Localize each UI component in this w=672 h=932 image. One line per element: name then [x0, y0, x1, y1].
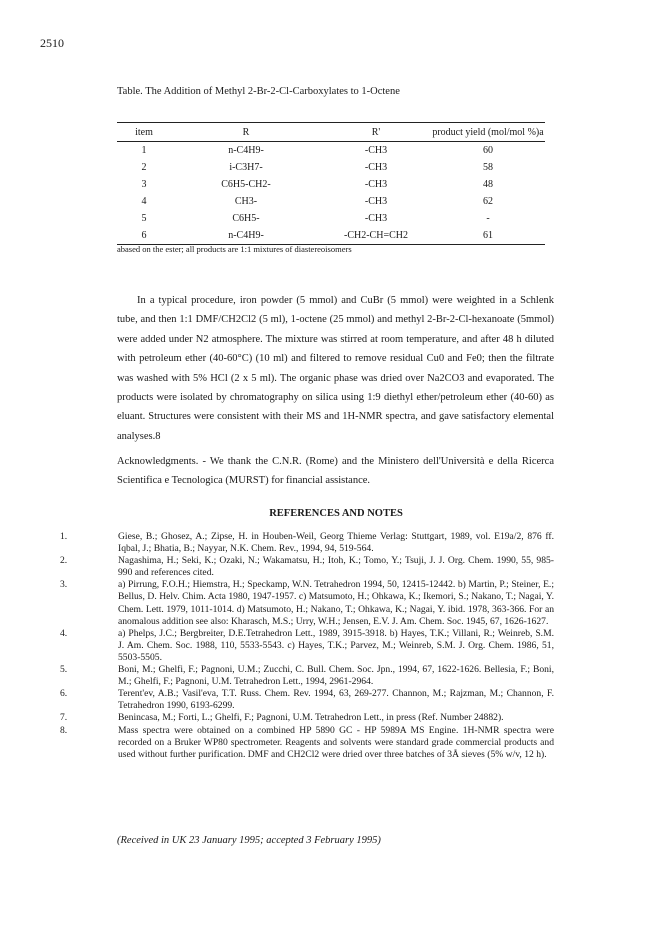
- experimental-paragraph: In a typical procedure, iron powder (5 mmol) and CuBr (5 mmol) were weighted in a Schlenk tube, and then 1:1 DMF/CH2Cl2 (5 ml), 1-octene (25 mmol) and methyl 2-Br-2-Cl-hexanoate (5mmol) were added under N2 atmosphere. The mixture was stirred at room temperature, and after 48 h diluted with petroleum ether (40-60°C) (10 ml) and filtered to remove residual Cu0 and Fe0; then the filtrate was washed with 5% HCl (2 x 5 ml). The organic phase was dried over Na2CO3 and evaporated. The products were isolated by chromatography on silica using 1:9 diethyl ether/petroleum ether (40-60) as eluant. Structures were consistent with their MS and 1H-NMR spectra, and gave satisfactory elemental analyses.8: [117, 295, 554, 442]
- cell-item: 5: [141, 213, 147, 224]
- cell-r: n-C4H9-: [171, 227, 321, 245]
- table-row: [117, 193, 545, 210]
- page-number: 2510: [40, 36, 64, 50]
- reference-item: [60, 725, 554, 761]
- reference-item: [60, 531, 554, 555]
- acknowledgments-paragraph: Acknowledgments. - We thank the C.N.R. (Rome) and the Ministero dell'Università e della Ricerca Scientifica e Tecnologica (MURST) for financial assistance.: [117, 456, 554, 486]
- cell-r-prime: -CH3: [364, 179, 388, 190]
- reference-text: Nagashima, H.; Seki, K.; Ozaki, N.; Wakamatsu, H.; Itoh, K.; Tomo, Y.; Tsuji, J. J. Org. Chem. 1990, 55, 985-990 and references cited.: [118, 555, 554, 579]
- reference-item: [60, 628, 554, 664]
- reference-number: 4.: [60, 627, 68, 639]
- header-r: R: [171, 123, 321, 142]
- cell-r-prime: -CH3: [364, 162, 388, 173]
- received-line: (Received in UK 23 January 1995; accepted 3 February 1995): [117, 835, 381, 846]
- header-item: item: [117, 123, 171, 142]
- header-yield: product yield (mol/mol %)a: [431, 123, 545, 142]
- cell-yield: -: [486, 213, 490, 224]
- table-row: [117, 227, 545, 245]
- cell-item: 3: [141, 179, 147, 190]
- reference-number: 3.: [60, 579, 68, 591]
- cell-r: n-C4H9-: [228, 145, 264, 156]
- reference-item: [60, 688, 554, 712]
- reference-item: [60, 712, 554, 724]
- cell-r: C6H5-CH2-: [221, 179, 271, 190]
- cell-item: 6: [117, 227, 171, 245]
- cell-r: C6H5-: [232, 213, 260, 224]
- cell-yield: 58: [483, 162, 493, 173]
- cell-item: 2: [141, 162, 147, 173]
- reference-item: [60, 579, 554, 627]
- reference-text: Mass spectra were obtained on a combined HP 5890 GC - HP 5989A MS Engine. 1H-NMR spectra were recorded on a Bruker WP80 spectrometer. Reagents and solvents were standard grade commercial products and used without further purification. DMF and CH2Cl2 were dried over three batches of 3Å sieves (5% w/v, 12 h).: [118, 724, 554, 760]
- cell-r-prime: -CH3: [364, 196, 388, 207]
- cell-yield: 61: [431, 227, 545, 245]
- reference-number: 8.: [60, 724, 68, 736]
- table-row: [117, 142, 545, 160]
- references-list: [60, 531, 554, 761]
- yield-table: [117, 122, 545, 245]
- table-footnote: abased on the ester; all products are 1:1 mixtures of diastereoisomers: [117, 244, 352, 254]
- reference-number: 6.: [60, 688, 68, 700]
- reference-item: [60, 664, 554, 688]
- cell-yield: 48: [483, 179, 493, 190]
- reference-text: Giese, B.; Ghosez, A.; Zipse, H. in Houben-Weil, Georg Thieme Verlag: Stuttgart, 1989, vol. E19a/2, 876 ff. Iqbal, J.; Bhatia, B.; Nayyar, N.K. Chem. Rev., 1994, 94, 519-564.: [118, 531, 554, 555]
- cell-r-prime: -CH2-CH=CH2: [321, 227, 431, 245]
- reference-number: 1.: [60, 531, 68, 542]
- reference-text: Benincasa, M.; Forti, L.; Ghelfi, F.; Pagnoni, U.M. Tetrahedron Lett., in press (Ref. Number 24882).: [118, 712, 504, 724]
- cell-item: 1: [141, 145, 147, 156]
- header-r-prime: R': [321, 123, 431, 142]
- reference-item: [60, 555, 554, 579]
- reference-number: 2.: [60, 555, 68, 567]
- cell-item: 4: [141, 196, 147, 207]
- table-caption: Table. The Addition of Methyl 2-Br-2-Cl-Carboxylates to 1-Octene: [117, 86, 400, 97]
- cell-r-prime: -CH3: [364, 213, 388, 224]
- table-header-row: [117, 123, 545, 142]
- references-heading: REFERENCES AND NOTES: [269, 508, 403, 519]
- reference-text: Terent'ev, A.B.; Vasil'eva, T.T. Russ. Chem. Rev. 1994, 63, 269-277. Channon, M.; Rajzman, M.; Channon, F. Tetrahedron 1990, 6193-6299.: [118, 688, 554, 712]
- reference-text: Boni, M.; Ghelfi, F.; Pagnoni, U.M.; Zucchi, C. Bull. Chem. Soc. Jpn., 1994, 67, 1622-1626. Bellesia, F.; Boni, M.; Ghelfi, F.; Pagnoni, U.M. Tetrahedron Lett., 1994, 2961-2964.: [118, 664, 554, 688]
- reference-number: 7.: [60, 712, 68, 724]
- cell-yield: 60: [483, 145, 493, 156]
- cell-r-prime: -CH3: [364, 145, 388, 156]
- reference-number: 5.: [60, 664, 68, 676]
- cell-yield: 62: [483, 196, 493, 207]
- table-row: [117, 210, 545, 227]
- reference-text: a) Pirrung, F.O.H.; Hiemstra, H.; Speckamp, W.N. Tetrahedron 1994, 50, 12415-12442. b) Martin, P.; Steiner, E.; Bellus, D. Helv. Chim. Acta 1980, 1947-1957. c) Matsumoto, H.; Ohkawa, K.; Ikemori, S.; Nakano, T.; Nagai, Y. Chem. Lett. 1979, 1011-1014. d) Matsumoto, H.; Nakano, T.; Ohkawa, K.; Nagai, Y. ibid. 1978, 363-366. For an anomalous addition see also: Kharasch, M.S.; Urry, W.H.; Jensen, E.V. J. Am. Chem. Soc. 1945, 67, 1626-1627.: [118, 579, 554, 627]
- table-row: [117, 159, 545, 176]
- cell-r: i-C3H7-: [229, 162, 263, 173]
- cell-r: CH3-: [234, 196, 258, 207]
- reference-text: a) Phelps, J.C.; Bergbreiter, D.E.Tetrahedron Lett., 1989, 3915-3918. b) Hayes, T.K.; Villani, R.; Weinreb, S.M. J. Am. Chem. Soc. 1988, 110, 5533-5543. c) Hayes, T.K.; Parvez, M.; Weinreb, S.M. J. Org. Chem. 1986, 51, 5503-5505.: [118, 627, 554, 663]
- table-row: [117, 176, 545, 193]
